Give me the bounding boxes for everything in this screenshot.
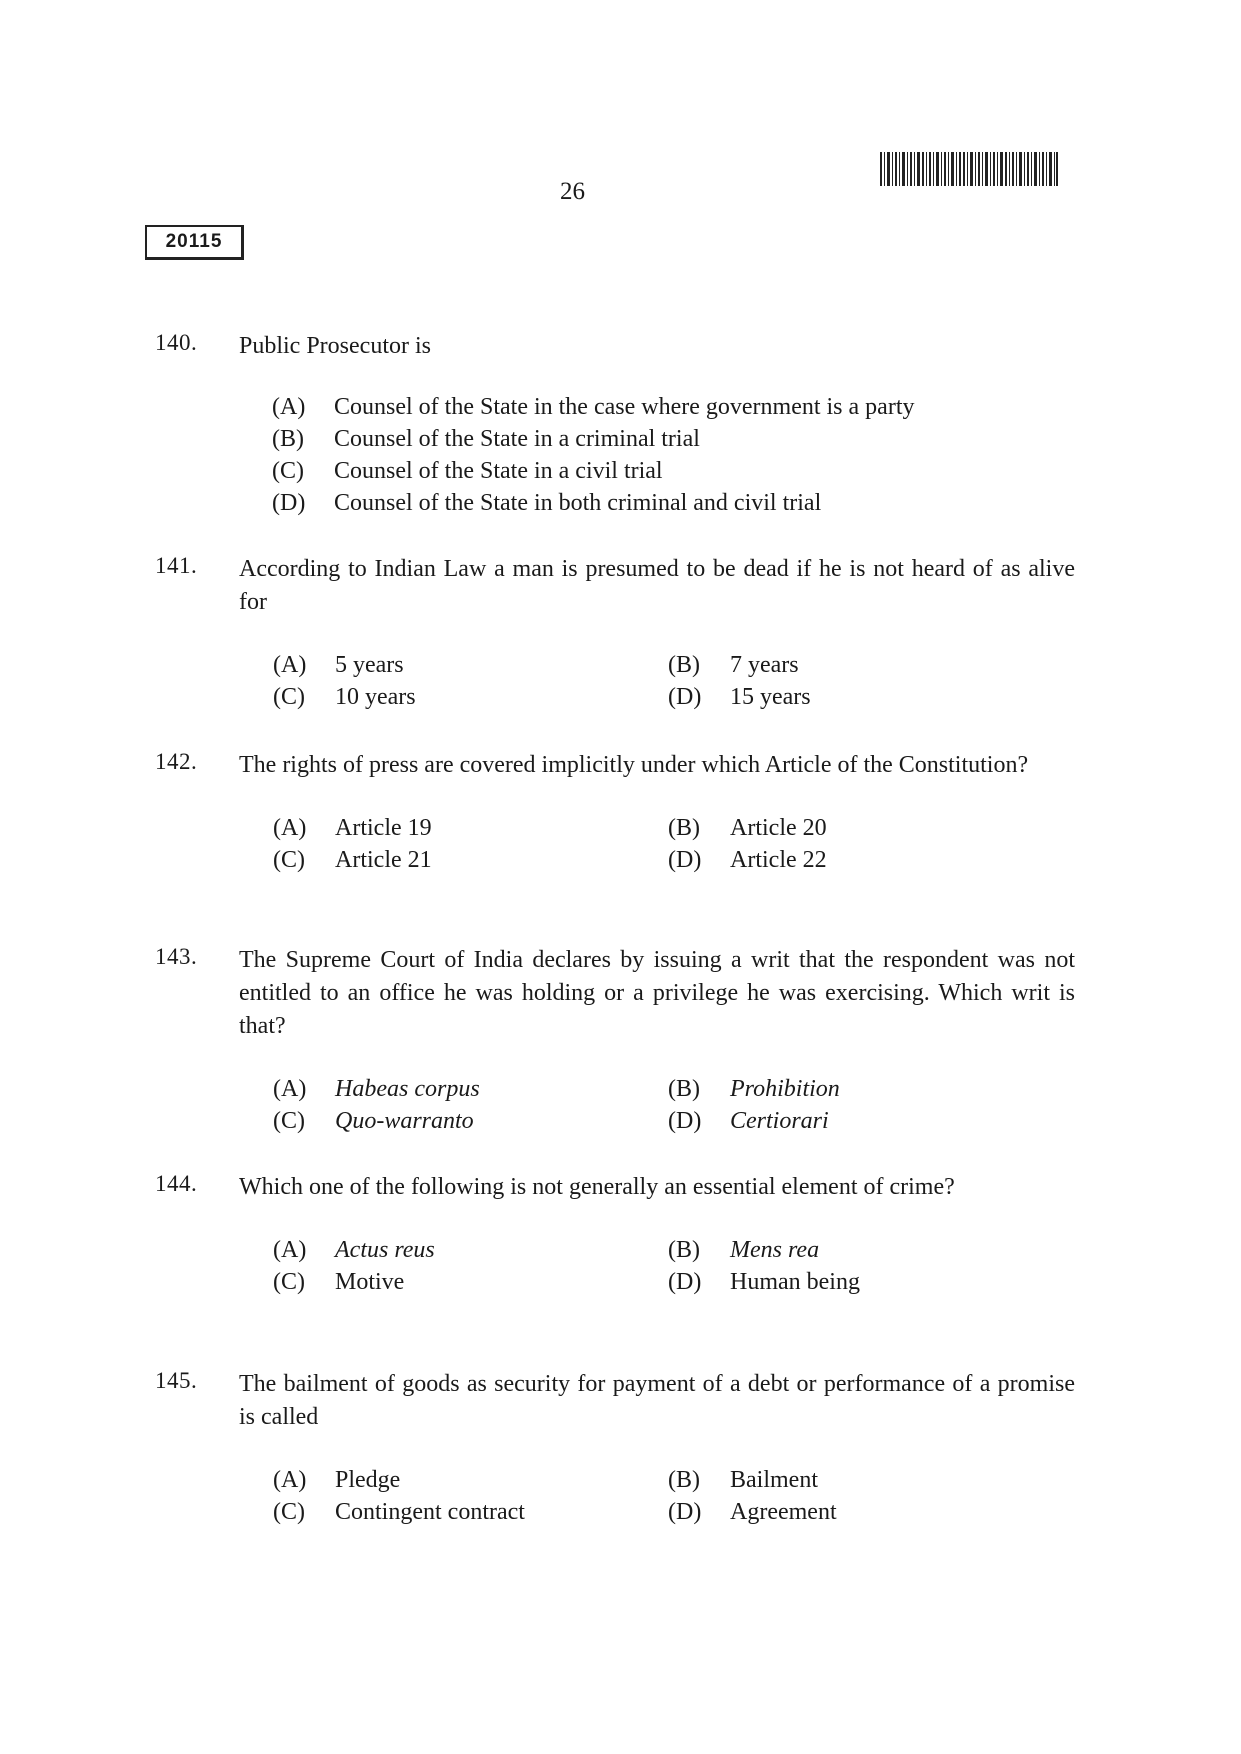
option-label: (A)	[273, 1467, 307, 1493]
option-a[interactable]	[273, 649, 668, 681]
option-b[interactable]	[668, 1464, 988, 1496]
option-text: Quo-warranto	[335, 1108, 474, 1134]
options	[273, 1073, 1075, 1137]
page-number: 26	[560, 178, 585, 205]
option-text: Counsel of the State in a criminal trial	[334, 426, 700, 452]
option-a[interactable]	[273, 1464, 668, 1496]
option-label: (D)	[668, 1108, 702, 1134]
option-text: Human being	[730, 1269, 860, 1295]
option-b[interactable]	[668, 1234, 988, 1266]
option-text: Counsel of the State in a civil trial	[334, 458, 663, 484]
option-label: (C)	[273, 1499, 305, 1525]
question-number: 140.	[155, 330, 198, 355]
option-text: Bailment	[730, 1467, 818, 1493]
option-label: (B)	[668, 815, 700, 841]
option-label: (B)	[272, 426, 304, 452]
option-d[interactable]	[272, 487, 1075, 519]
option-label: (C)	[273, 684, 305, 710]
option-c[interactable]	[273, 1105, 668, 1137]
option-label: (A)	[273, 1076, 307, 1102]
question-text: Public Prosecutor is	[239, 333, 431, 359]
option-text: Article 22	[730, 847, 827, 873]
options	[273, 1464, 1075, 1528]
option-text: Habeas corpus	[335, 1076, 480, 1102]
question-text: Which one of the following is not generally an essential element of crime?	[239, 1174, 955, 1200]
option-a[interactable]	[273, 1234, 668, 1266]
option-label: (B)	[668, 1467, 700, 1493]
option-c[interactable]	[273, 1496, 668, 1528]
option-text: Actus reus	[335, 1237, 435, 1263]
option-text: Certiorari	[730, 1108, 829, 1134]
option-b[interactable]	[272, 423, 1075, 455]
option-text: Motive	[335, 1269, 405, 1295]
option-label: (D)	[668, 1499, 702, 1525]
question-text: The rights of press are covered implicitly under which Article of the Constitution?	[239, 752, 1029, 778]
option-label: (C)	[273, 1108, 305, 1134]
options	[273, 812, 1075, 876]
option-b[interactable]	[668, 649, 988, 681]
option-text: 7 years	[730, 652, 799, 678]
question-142	[155, 749, 1075, 876]
option-label: (D)	[668, 847, 702, 873]
barcode	[880, 152, 1058, 186]
option-b[interactable]	[668, 1073, 988, 1105]
question-140	[155, 330, 1075, 519]
options	[273, 649, 1075, 713]
question-text: The Supreme Court of India declares by issuing a writ that the respondent was not entitled to an office he was holding or a privilege he was exercising. Which writ is that?	[239, 947, 1075, 1039]
option-c[interactable]	[272, 455, 1075, 487]
option-text: Article 20	[730, 815, 827, 841]
option-a[interactable]	[273, 1073, 668, 1105]
option-label: (D)	[668, 684, 702, 710]
option-label: (A)	[272, 394, 306, 420]
option-text: Pledge	[335, 1467, 401, 1493]
option-label: (D)	[272, 490, 306, 516]
option-d[interactable]	[668, 681, 988, 713]
option-c[interactable]	[273, 681, 668, 713]
option-text: 10 years	[335, 684, 416, 710]
option-a[interactable]	[273, 812, 668, 844]
option-a[interactable]	[272, 391, 1075, 423]
question-number: 141.	[155, 553, 198, 578]
option-d[interactable]	[668, 1105, 988, 1137]
option-label: (B)	[668, 1237, 700, 1263]
question-number: 142.	[155, 749, 198, 774]
option-text: Contingent contract	[335, 1499, 525, 1525]
option-label: (A)	[273, 815, 307, 841]
option-c[interactable]	[273, 844, 668, 876]
question-144	[155, 1171, 1075, 1298]
question-text: According to Indian Law a man is presumed to be dead if he is not heard of as alive for	[239, 556, 1075, 615]
option-label: (A)	[273, 652, 307, 678]
option-text: 15 years	[730, 684, 811, 710]
option-label: (B)	[668, 1076, 700, 1102]
option-d[interactable]	[668, 1496, 988, 1528]
option-label: (D)	[668, 1269, 702, 1295]
option-text: Agreement	[730, 1499, 837, 1525]
option-label: (C)	[272, 458, 304, 484]
paper-code-box: 20115	[145, 225, 244, 260]
question-141	[155, 553, 1075, 713]
option-label: (C)	[273, 847, 305, 873]
option-b[interactable]	[668, 812, 988, 844]
option-label: (A)	[273, 1237, 307, 1263]
question-number: 145.	[155, 1368, 198, 1393]
option-text: Prohibition	[730, 1076, 840, 1102]
options	[273, 1234, 1075, 1298]
option-d[interactable]	[668, 844, 988, 876]
option-text: Counsel of the State in the case where government is a party	[334, 394, 915, 420]
option-c[interactable]	[273, 1266, 668, 1298]
question-text: The bailment of goods as security for payment of a debt or performance of a promise is called	[239, 1371, 1075, 1430]
question-143	[155, 944, 1075, 1137]
question-number: 143.	[155, 944, 198, 969]
option-text: Article 19	[335, 815, 432, 841]
option-text: Counsel of the State in both criminal and civil trial	[334, 490, 822, 516]
option-label: (B)	[668, 652, 700, 678]
question-145	[155, 1368, 1075, 1528]
option-text: 5 years	[335, 652, 404, 678]
option-text: Mens rea	[730, 1237, 820, 1263]
option-label: (C)	[273, 1269, 305, 1295]
options	[272, 391, 1075, 519]
question-number: 144.	[155, 1171, 198, 1196]
option-d[interactable]	[668, 1266, 988, 1298]
option-text: Article 21	[335, 847, 432, 873]
